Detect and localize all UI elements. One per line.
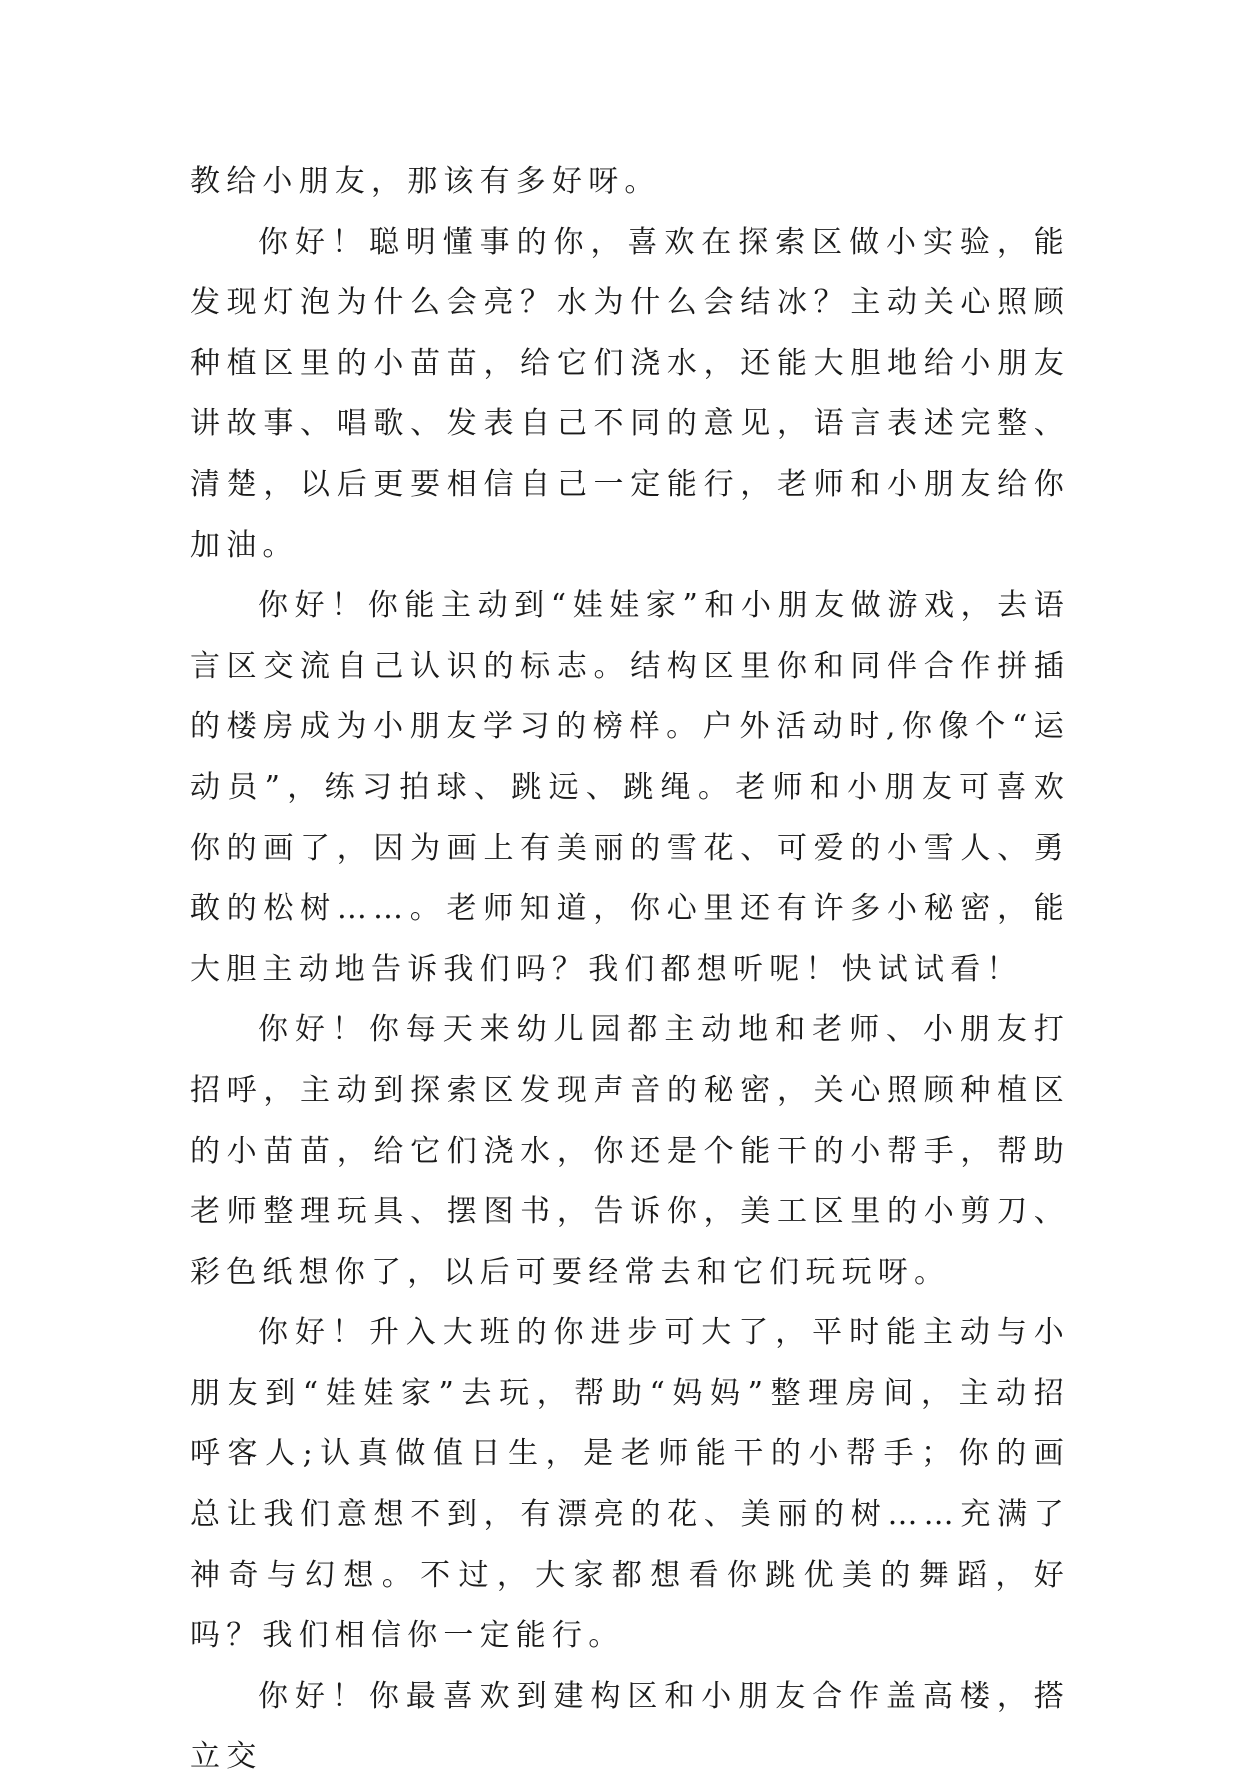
- paragraph-comment-3: 你好！你每天来幼儿园都主动地和老师、小朋友打招呼，主动到探索区发现声音的秘密，关心照顾种植区的小苗苗，给它们浇水，你还是个能干的小帮手，帮助老师整理玩具、摆图书，告诉你，美工区里的小剪刀、彩色纸想你了，以后可要经常去和它们玩玩呀。: [190, 1012, 1070, 1290]
- paragraph-continuation: 教给小朋友，那该有多好呀。: [190, 164, 661, 199]
- paragraph-comment-1: 你好！聪明懂事的你，喜欢在探索区做小实验，能发现灯泡为什么会亮？水为什么会结冰？主动关心照顾种植区里的小苗苗，给它们浇水，还能大胆地给小朋友讲故事、唱歌、发表自己不同的意见，语言表述完整、清楚，以后更要相信自己一定能行，老师和小朋友给你加油。: [190, 224, 1070, 563]
- paragraph-comment-5: 你好！你最喜欢到建构区和小朋友合作盖高楼，搭立交: [190, 1678, 1070, 1775]
- paragraph-comment-4: 你好！升入大班的你进步可大了，平时能主动与小朋友到“娃娃家”去玩，帮助“妈妈”整理房间，主动招呼客人;认真做值日生，是老师能干的小帮手；你的画总让我们意想不到，有漂亮的花、美丽的树……充满了神奇与幻想。不过，大家都想看你跳优美的舞蹈，好吗？我们相信你一定能行。: [190, 1315, 1070, 1654]
- body-text: [190, 152, 1070, 1788]
- paragraph-comment-2: 你好！你能主动到“娃娃家”和小朋友做游戏，去语言区交流自己认识的标志。结构区里你和同伴合作拼插的楼房成为小朋友学习的榜样。户外活动时,你像个“运动员”，练习拍球、跳远、跳绳。老师和小朋友可喜欢你的画了，因为画上有美丽的雪花、可爱的小雪人、勇敢的松树……。老师知道，你心里还有许多小秘密，能大胆主动地告诉我们吗？我们都想听呢！快试试看！: [190, 588, 1070, 987]
